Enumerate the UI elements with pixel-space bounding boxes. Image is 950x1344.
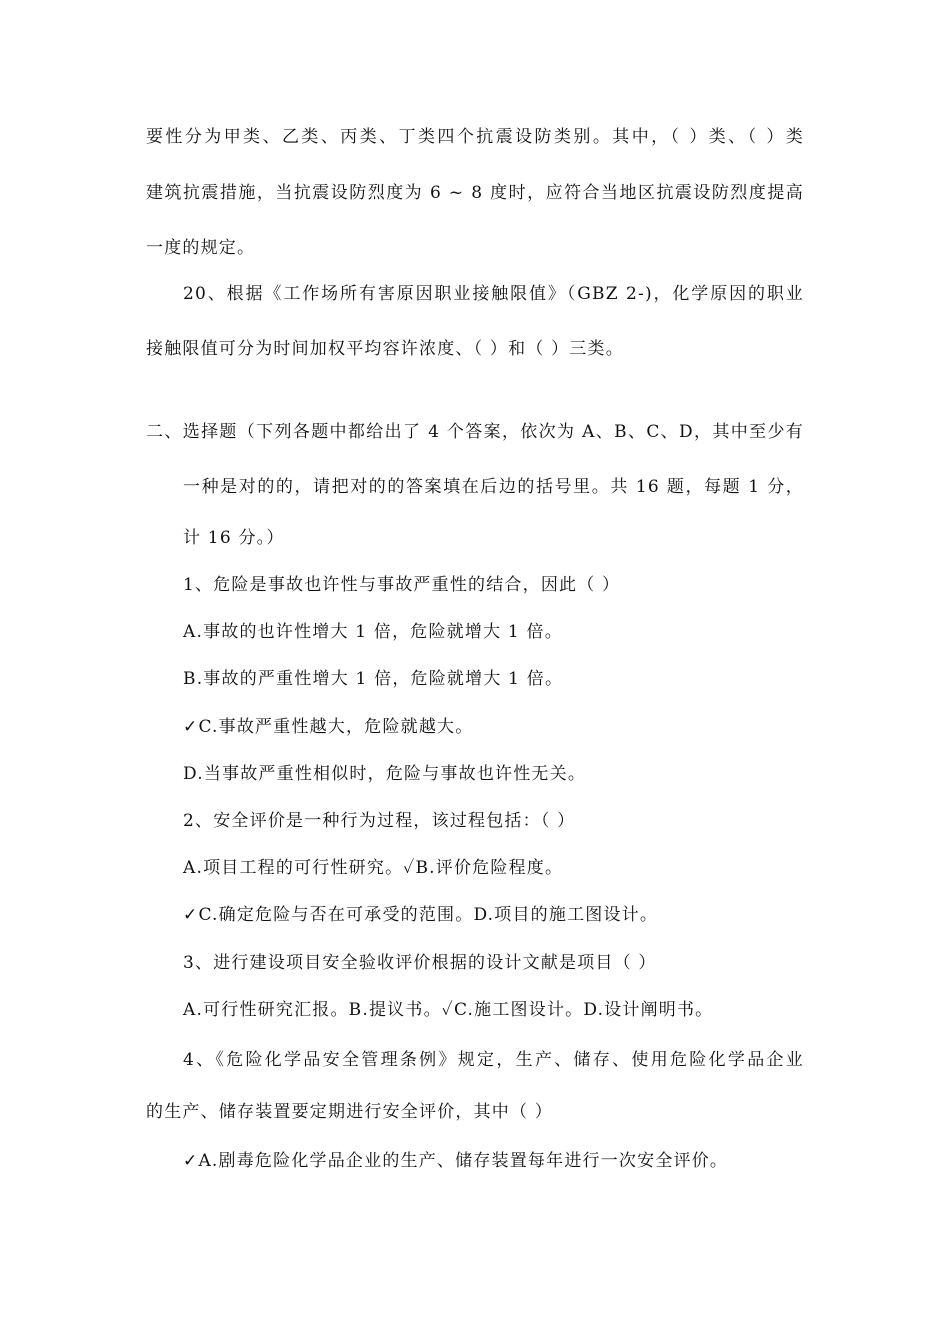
answer-option: A.可行性研究汇报。B.提议书。✓C.施工图设计。D.设计阐明书。 (183, 1000, 714, 1020)
question-text: 2、安全评价是一种行为过程，该过程包括：（ ） (183, 811, 576, 831)
answer-option: A.项目工程的可行性研究。✓B.评价危险程度。 (183, 858, 564, 878)
answer-option: B.事故的严重性增大 1 倍，危险就增大 1 倍。 (183, 669, 564, 689)
text-line: 一种是对的的，请把对的的答案填在后边的括号里。共 16 题，每题 1 分， (183, 477, 804, 497)
text-line: 20、根据《工作场所有害原因职业接触限值》（GBZ 2-)，化学原因的职业 (183, 284, 804, 304)
text-line: 建筑抗震措施，当抗震设防烈度为 6 ~ 8 度时，应符合当地区抗震设防烈度提高 (146, 183, 804, 203)
answer-option: A.事故的也许性增大 1 倍，危险就增大 1 倍。 (183, 622, 563, 642)
question-text: 3、进行建设项目安全验收评价根据的设计文献是项目（ ） (183, 953, 657, 973)
text-line: 接触限值可分为时间加权平均容许浓度、（ ）和（ ）三类。 (146, 339, 624, 359)
text-line: 的生产、储存装置要定期进行安全评价，其中（ ） (146, 1102, 554, 1122)
answer-option: ✓C.事故严重性越大，危险就越大。 (183, 717, 474, 737)
answer-option: D.当事故严重性相似时，危险与事故也许性无关。 (183, 764, 587, 784)
question-text: 4、《危险化学品安全管理条例》规定，生产、储存、使用危险化学品企业 (183, 1050, 804, 1070)
section-heading: 二、选择题（下列各题中都给出了 4 个答案，依次为 A、B、C、D，其中至少有 (146, 422, 804, 442)
text-line: 要性分为甲类、乙类、丙类、丁类四个抗震设防类别。其中，（ ）类、（ ）类 (146, 127, 804, 147)
question-text: 1、危险是事故也许性与事故严重性的结合，因此（ ） (183, 575, 621, 595)
text-line: 计 16 分。） (183, 528, 285, 548)
answer-option: ✓A.剧毒危险化学品企业的生产、储存装置每年进行一次安全评价。 (183, 1151, 729, 1171)
answer-option: ✓C.确定危险与否在可承受的范围。D.项目的施工图设计。 (183, 905, 659, 925)
text-line: 一度的规定。 (146, 238, 256, 258)
